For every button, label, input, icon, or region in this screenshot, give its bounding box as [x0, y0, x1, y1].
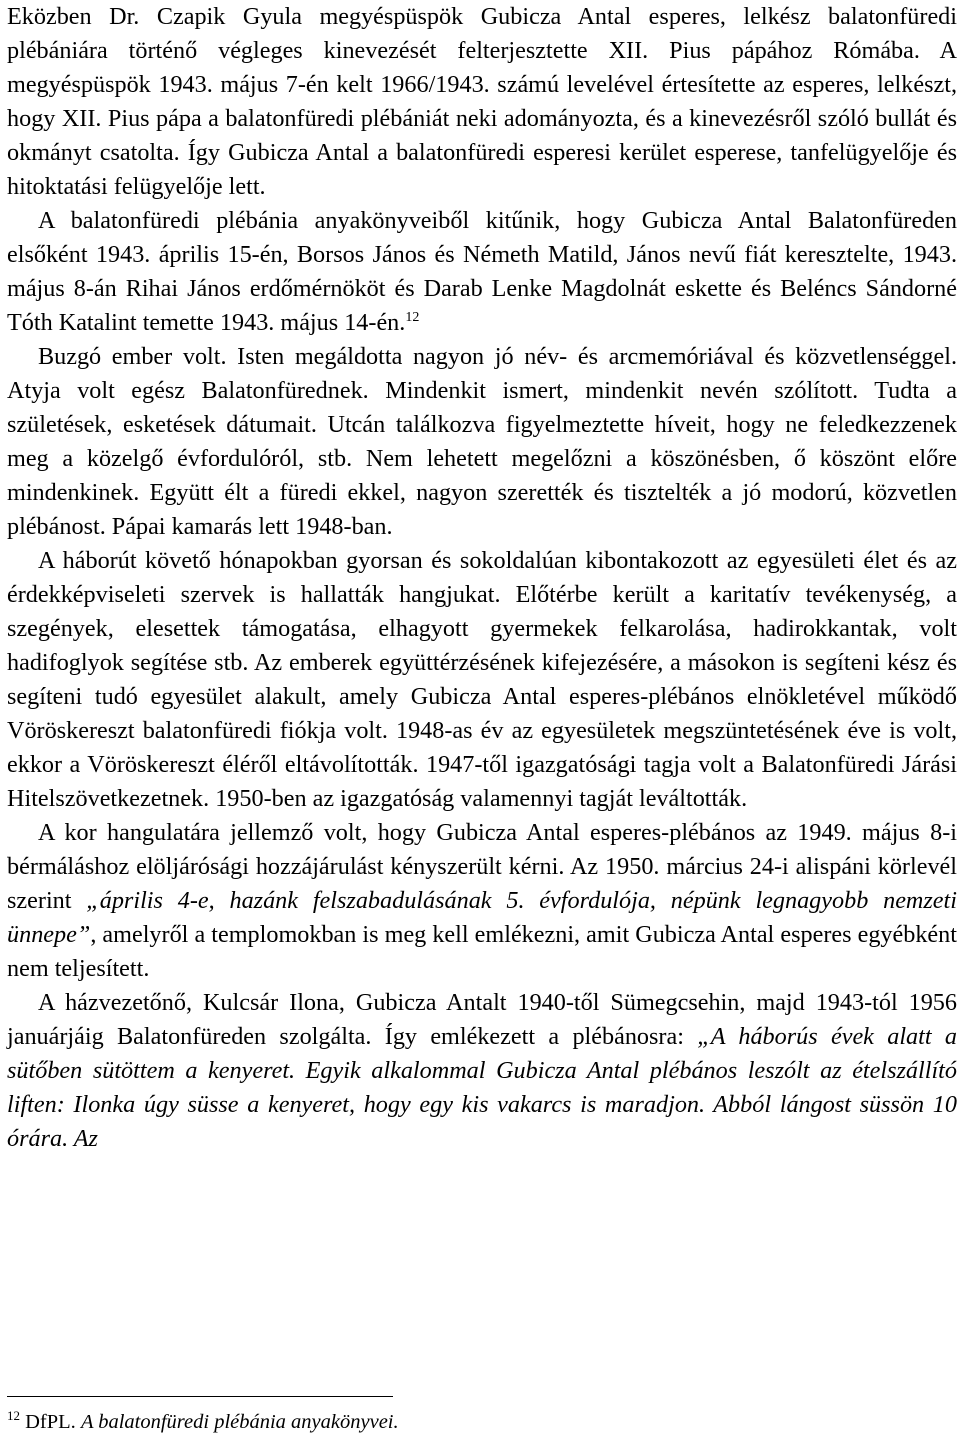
paragraph [7, 544, 957, 816]
paragraph [7, 986, 957, 1156]
paragraph-text: A háborút követő hónapokban gyorsan és sokoldalúan kibontakozott az egyesületi élet és az érdekképviseleti szervek is hallatták hangjukat. Előtérbe került a karitatív tevékenység, a szegények, elesettek támogatása, elhagyott gyermekek felkarolása, hadirokkantak, volt hadifoglyok segítése stb. Az emberek együttérzésének kifejezésére, a másokon is segíteni kész és segíteni tudó egyesület alakult, amely Gubicza Antal esperes-plébános elnökletével működő Vöröskereszt balatonfüredi fiókja volt. 1948-as év az egyesületek megszüntetésének éve is volt, ekkor a Vöröskereszt éléről eltávolították. 1947-től igazgatósági tagja volt a Balatonfüredi Járási Hitelszövetkezetnek. 1950-ben az igazgatóság valamennyi tagját leváltották. [7, 547, 957, 812]
footnote-source: DfPL. [20, 1411, 81, 1433]
paragraph [7, 340, 957, 544]
paragraph [7, 816, 957, 986]
document-body [7, 0, 957, 1156]
paragraph-text: , amelyről a templomokban is meg kell emlékezni, amit Gubicza Antal esperes egyébként nem teljesített. [7, 921, 957, 982]
quoted-text: „április 4-e, hazánk felszabadulásának 5. évfordulója, népünk legnagyobb nemzeti ünnepe” [7, 887, 957, 948]
footnote-number: 12 [7, 1408, 20, 1424]
footnote-reference[interactable]: 12 [405, 309, 420, 325]
paragraph-text: A balatonfüredi plébánia anyakönyveiből kitűnik, hogy Gubicza Antal Balatonfüreden elsőként 1943. április 15-én, Borsos János és Németh Matild, János nevű fiát keresztelte, 1943. május 8-án Rihai János erdőmérnököt és Darab Lenke Magdolnát eskette és Beléncs Sándorné Tóth Katalint temette 1943. május 14-én. [7, 207, 957, 336]
paragraph-text: Buzgó ember volt. Isten megáldotta nagyon jó név- és arcmemóriával és közvetlenséggel. Atyja volt egész Balatonfürednek. Mindenkit ismert, mindenkit nevén szólított. Tudta a születések, esketések dátumait. Utcán találkozva figyelmeztette híveit, hogy ne feledkezzenek meg a közelgő évfordulóról, stb. Nem lehetett megelőzni a köszönésben, ő köszönt előre mindenkinek. Együtt élt a füredi ekkel, nagyon szerették és tisztelték a jó modorú, közvetlen plébánost. Pápai kamarás lett 1948-ban. [7, 343, 957, 540]
paragraph [7, 0, 957, 204]
quoted-text: „A háborús évek alatt a sütőben sütöttem a kenyeret. Egyik alkalommal Gubicza Antal plébános leszólt az ételszállító liften: Ilonka úgy süsse a kenyeret, hogy egy kis vakarcs is maradjon. Abból lángost süssön 10 órára. Az [7, 1023, 957, 1152]
paragraph-text: A kor hangulatára jellemző volt, hogy Gubicza Antal esperes-plébános az 1949. május 8-i bérmáláshoz elöljárósági hozzájárulást kényszerült kérni. Az 1950. március 24-i alispáni körlevél szerint [7, 819, 957, 914]
footnote-separator [7, 1396, 393, 1397]
footnote [7, 1408, 399, 1436]
footnote-title: A balatonfüredi plébánia anyakönyvei. [80, 1411, 399, 1433]
paragraph-text: Eközben Dr. Czapik Gyula megyéspüspök Gubicza Antal esperes, lelkész balatonfüredi plébániára történő végleges kinevezését felterjesztette XII. Pius pápához Rómába. A megyéspüspök 1943. május 7-én kelt 1966/1943. számú levelével értesítette az esperes, lelkészt, hogy XII. Pius pápa a balatonfüredi plébániát neki adományozta, és a kinevezésről szóló bullát és okmányt csatolta. Így Gubicza Antal a balatonfüredi esperesi kerület esperese, tanfelügyelője és hitoktatási felügyelője lett. [7, 3, 957, 200]
paragraph [7, 204, 957, 340]
paragraph-text: A házvezetőnő, Kulcsár Ilona, Gubicza Antalt 1940-től Sümegcsehin, majd 1943-tól 1956 januárjáig Balatonfüreden szolgálta. Így emlékezett a plébánosra: [7, 989, 957, 1050]
